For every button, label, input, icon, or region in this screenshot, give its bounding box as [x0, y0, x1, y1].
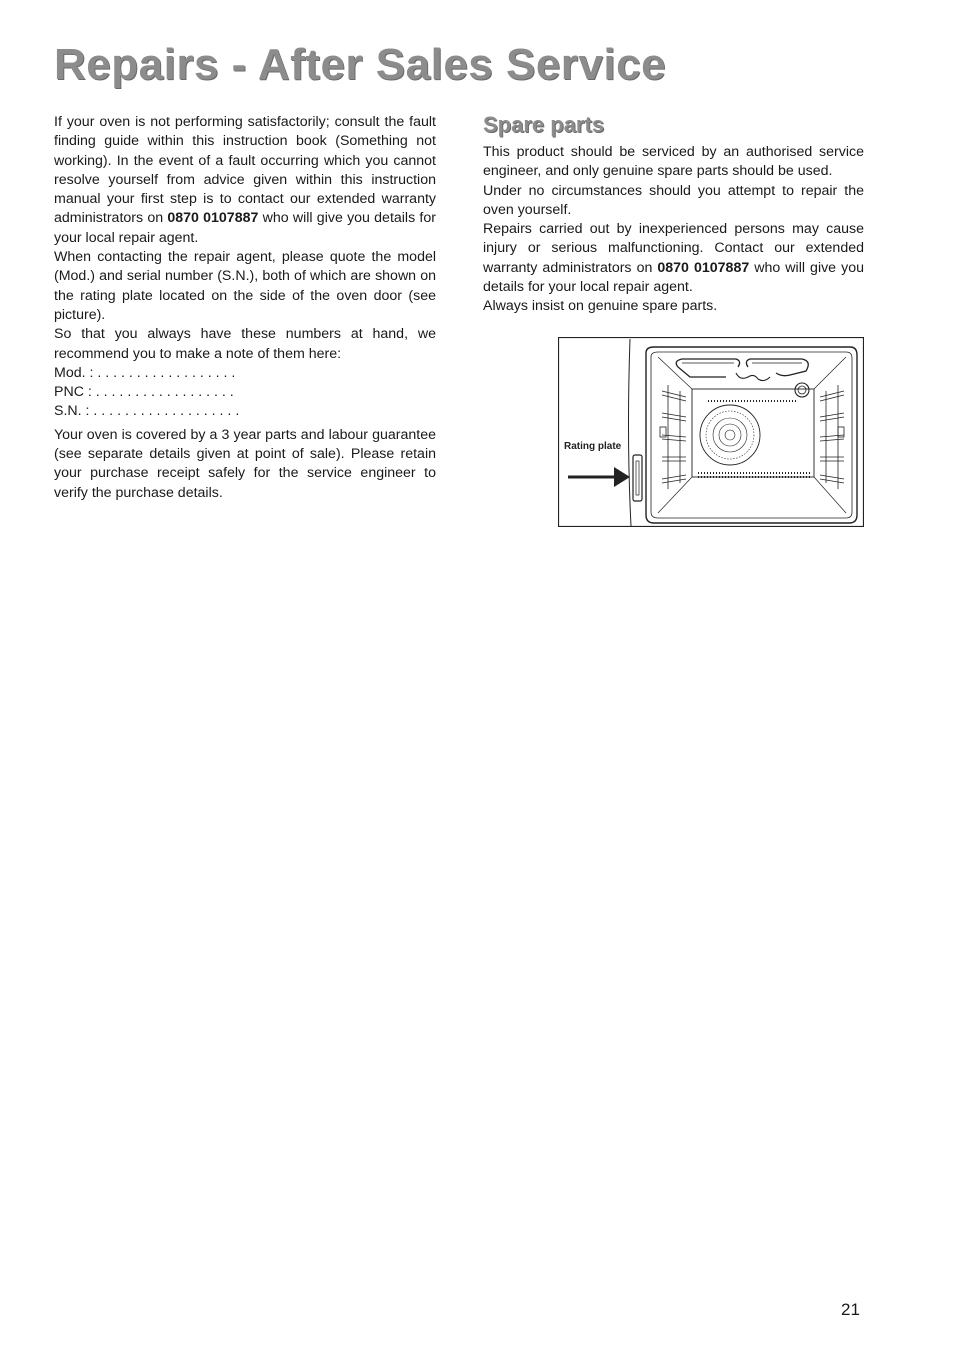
sn-fill-line: S.N. : . . . . . . . . . . . . . . . . . . .	[54, 403, 240, 420]
page-number: 21	[841, 1300, 860, 1319]
genuine-parts-paragraph: Always insist on genuine spare parts.	[483, 298, 718, 315]
repairs-paragraph: Repairs carried out by inexperienced persons may cause injury or serious malfunctioning. Contact our extended warranty administrators on 0870 0107887 who will give you details for your local repair agent.	[483, 221, 864, 296]
service-paragraph: This product should be serviced by an authorised service engineer, and only genuine spare parts should be used.	[483, 144, 864, 180]
phone-number: 0870 0107887	[657, 259, 750, 276]
oven-illustration	[558, 337, 864, 527]
mod-fill-line: Mod. : . . . . . . . . . . . . . . . . . .	[54, 364, 236, 381]
intro-paragraph: If your oven is not performing satisfactorily; consult the fault finding guide within this instruction book (Something not working). In the event of a fault occurring which you cannot resolve yourself from advice given within this instruction manual your first step is to contact our extended warranty administrators on 0870 0107887 who will give you details for your local repair agent.	[54, 114, 436, 246]
guarantee-paragraph: Your oven is covered by a 3 year parts and labour guarantee (see separate details given at point of sale). Please retain your purchase receipt safely for the service engineer to verify the purchase details.	[54, 426, 436, 501]
page-title: Repairs - After Sales Service	[54, 40, 667, 89]
section-heading: Spare parts	[483, 112, 605, 137]
right-column	[483, 143, 864, 317]
note-paragraph: So that you always have these numbers at hand, we recommend you to make a note of them here:	[54, 326, 436, 362]
phone-number: 0870 0107887	[167, 210, 259, 227]
pnc-fill-line: PNC : . . . . . . . . . . . . . . . . . .	[54, 384, 234, 401]
warning-paragraph: Under no circumstances should you attempt to repair the oven yourself.	[483, 182, 864, 218]
left-column	[54, 113, 436, 503]
contact-paragraph: When contacting the repair agent, please quote the model (Mod.) and serial number (S.N.), both of which are shown on the rating plate located on the side of the oven door (see picture).	[54, 249, 436, 323]
rating-plate-label: Rating plate	[564, 441, 622, 452]
